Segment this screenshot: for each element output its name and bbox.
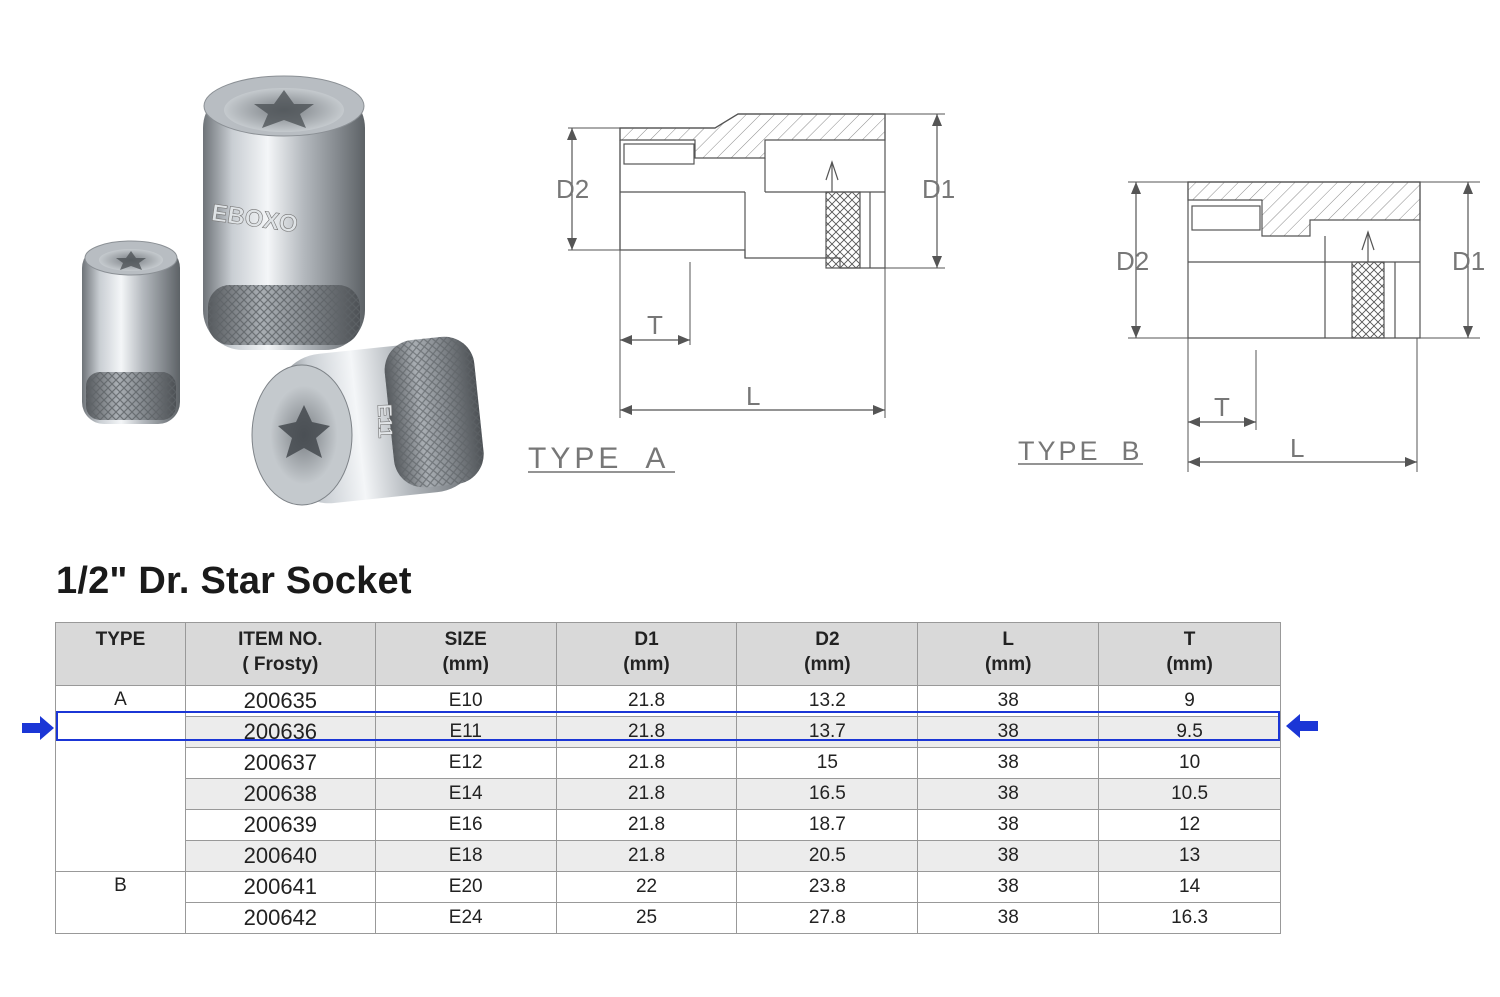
- d2-cell: 16.5: [737, 779, 918, 810]
- header-l-unit: (mm): [984, 654, 1032, 675]
- lying-socket: [252, 334, 487, 508]
- socket-photo: [60, 60, 500, 520]
- d1-cell: 21.8: [556, 748, 737, 779]
- header-d2-unit: (mm): [804, 654, 851, 675]
- d1-label-a: D1: [922, 174, 956, 204]
- type-b-label: TYPE B: [1018, 436, 1143, 466]
- size-cell: E16: [375, 810, 556, 841]
- header-t-label: T: [1183, 629, 1196, 650]
- table-header-row: [56, 623, 1281, 686]
- d2-cell: 15: [737, 748, 918, 779]
- size-engraving: E11: [372, 403, 396, 439]
- d1-cell: 22: [556, 872, 737, 903]
- l-cell: 38: [918, 779, 1099, 810]
- brand-engraving: EBOXO: [209, 199, 300, 239]
- d2-label-b: D2: [1116, 246, 1150, 276]
- item-no-cell: 200636: [185, 717, 375, 748]
- small-socket: [82, 241, 180, 424]
- d2-cell: 18.7: [737, 810, 918, 841]
- header-type-label: TYPE: [95, 629, 146, 650]
- page-title: 1/2" Dr. Star Socket: [56, 560, 412, 602]
- type-a-drawing: [520, 100, 960, 490]
- d2-cell: 13.7: [737, 717, 918, 748]
- t-label-a: T: [647, 310, 663, 340]
- l-label-a: L: [746, 381, 761, 411]
- spec-table: [55, 622, 1281, 934]
- d2-cell: 27.8: [737, 903, 918, 934]
- l-cell: 38: [918, 810, 1099, 841]
- header-item-no: [185, 623, 375, 686]
- header-d1-label: D1: [634, 629, 659, 650]
- header-size-unit: (mm): [442, 654, 489, 675]
- header-l-label: L: [1002, 629, 1015, 650]
- header-type: [56, 623, 186, 686]
- header-t: [1099, 623, 1281, 686]
- size-cell: E14: [375, 779, 556, 810]
- d2-cell: 20.5: [737, 841, 918, 872]
- item-no-cell: 200638: [185, 779, 375, 810]
- header-size-label: SIZE: [444, 629, 487, 650]
- header-item-no-label: ITEM NO.: [238, 629, 323, 650]
- l-cell: 38: [918, 872, 1099, 903]
- t-cell: 9.5: [1099, 717, 1281, 748]
- header-l: [918, 623, 1099, 686]
- item-no-cell: 200637: [185, 748, 375, 779]
- item-no-cell: 200640: [185, 841, 375, 872]
- table-row: [56, 748, 1281, 779]
- table-row: [56, 903, 1281, 934]
- t-cell: 13: [1099, 841, 1281, 872]
- size-cell: E18: [375, 841, 556, 872]
- header-d1: [556, 623, 737, 686]
- l-cell: 38: [918, 717, 1099, 748]
- l-cell: 38: [918, 748, 1099, 779]
- arrow-left-icon: [1286, 714, 1318, 738]
- l-cell: 38: [918, 686, 1099, 717]
- d2-cell: 23.8: [737, 872, 918, 903]
- header-item-no-sub: ( Frosty): [242, 654, 319, 675]
- table-row: [56, 686, 1281, 717]
- size-cell: E12: [375, 748, 556, 779]
- d1-cell: 21.8: [556, 779, 737, 810]
- large-socket: [203, 76, 365, 350]
- header-t-unit: (mm): [1166, 654, 1213, 675]
- l-cell: 38: [918, 903, 1099, 934]
- d2-cell: 13.2: [737, 686, 918, 717]
- type-a-label: TYPE A: [528, 442, 670, 475]
- item-no-cell: 200641: [185, 872, 375, 903]
- size-cell: E10: [375, 686, 556, 717]
- size-cell: E20: [375, 872, 556, 903]
- d1-cell: 21.8: [556, 686, 737, 717]
- d1-cell: 21.8: [556, 841, 737, 872]
- size-cell: E11: [375, 717, 556, 748]
- t-cell: 14: [1099, 872, 1281, 903]
- d2-label-a: D2: [556, 174, 590, 204]
- header-d1-unit: (mm): [623, 654, 670, 675]
- t-cell: 16.3: [1099, 903, 1281, 934]
- d1-label-b: D1: [1452, 246, 1486, 276]
- type-b-drawing: [1010, 170, 1490, 490]
- item-no-cell: 200642: [185, 903, 375, 934]
- type-cell-b: B: [56, 872, 186, 934]
- d1-cell: 21.8: [556, 717, 737, 748]
- item-no-cell: 200639: [185, 810, 375, 841]
- size-cell: E24: [375, 903, 556, 934]
- header-d2: [737, 623, 918, 686]
- table-row: [56, 872, 1281, 903]
- d1-cell: 21.8: [556, 810, 737, 841]
- t-cell: 10: [1099, 748, 1281, 779]
- l-cell: 38: [918, 841, 1099, 872]
- table-row-highlighted: [56, 717, 1281, 748]
- table-row: [56, 841, 1281, 872]
- d1-cell: 25: [556, 903, 737, 934]
- table-row: [56, 810, 1281, 841]
- t-cell: 10.5: [1099, 779, 1281, 810]
- t-cell: 12: [1099, 810, 1281, 841]
- header-size: [375, 623, 556, 686]
- t-cell: 9: [1099, 686, 1281, 717]
- arrow-right-icon: [22, 716, 54, 740]
- t-label-b: T: [1214, 392, 1230, 422]
- header-d2-label: D2: [815, 629, 840, 650]
- table-row: [56, 779, 1281, 810]
- item-no-cell: 200635: [185, 686, 375, 717]
- l-label-b: L: [1290, 433, 1305, 463]
- type-cell-a: A: [56, 686, 186, 872]
